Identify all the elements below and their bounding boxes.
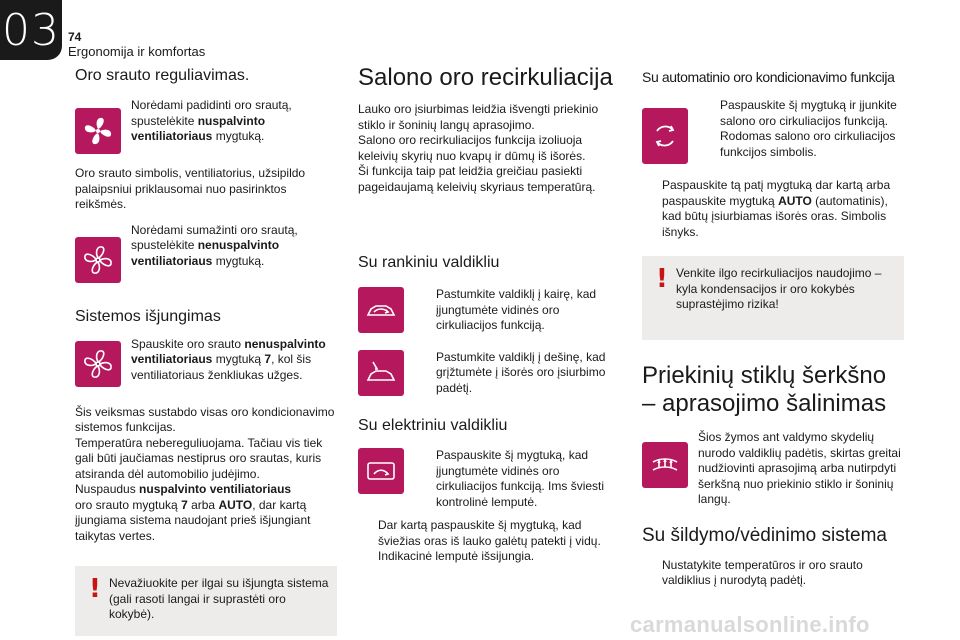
section-heading-system-off: Sistemos išjungimas bbox=[75, 307, 221, 325]
text-part: (automatinis), kad būtų įsiurbiamas išorės oras. Simbolis išnyks. bbox=[662, 193, 888, 239]
bullet-icon bbox=[416, 287, 436, 334]
system-off-para-2: Temperatūra nebereguliuojama. Tačiau vis tiek gali būti jaučiamas nestiprus oro srautas, kuris atsiranda dėl automobilio judėjimo. bbox=[75, 435, 323, 481]
text-part: Spauskite oro srauto bbox=[131, 336, 245, 351]
fan-outline-icon-svg bbox=[81, 347, 115, 381]
warning-icon: ! bbox=[89, 574, 101, 604]
bullet-text: Pastumkite valdiklį į kairę, kad įjungtumėte vidinės oro cirkuliacijos funkciją. bbox=[436, 287, 597, 332]
text-part: , kol šis ventiliatoriaus ženkliukas užges. bbox=[131, 352, 312, 382]
manual-bullet-1 bbox=[416, 287, 620, 334]
bullet-icon bbox=[358, 518, 378, 565]
auto-bullet-1 bbox=[700, 98, 904, 160]
text-part: Norėdami sumažinti oro srautą, spustelėkite bbox=[131, 222, 298, 252]
warning-text: Nevažiuokite per ilgai su išjungta sistema (gali rasoti langai ir suprastėti oro kokybė). bbox=[109, 576, 329, 621]
text-part: mygtuką bbox=[212, 352, 265, 366]
section-heading-recirculation: Salono oro recirkuliacija bbox=[358, 64, 613, 91]
section-title: Ergonomija ir komfortas bbox=[68, 44, 206, 59]
bullet-icon bbox=[642, 178, 662, 240]
airflow-decrease-row bbox=[75, 223, 337, 283]
chapter-tab bbox=[0, 0, 62, 60]
fan-filled-icon bbox=[75, 108, 121, 154]
bullet-text: Dar kartą paspauskite šį mygtuką, kad šviežias oras iš lauko galėtų patekti į vidų. Indikacinė lemputė išsijungia. bbox=[378, 518, 601, 563]
text-part: oro srauto mygtuką bbox=[75, 497, 182, 512]
column-2 bbox=[358, 64, 620, 565]
recirculation-arrows-icon bbox=[642, 108, 688, 164]
text-bold: 7 bbox=[264, 352, 272, 366]
column-3 bbox=[642, 64, 904, 589]
bullet-text bbox=[662, 178, 904, 240]
text-part: arba bbox=[187, 497, 219, 512]
section-heading-heating: Su šildymo/vėdinimo sistema bbox=[642, 524, 887, 546]
system-off-para-3 bbox=[75, 482, 337, 544]
fan-filled-icon-svg bbox=[81, 114, 115, 148]
section-heading-defrost: Priekinių stiklų šerkšno – aprasojimo šalinimas bbox=[642, 362, 887, 417]
text-part: mygtuką. bbox=[212, 129, 265, 143]
text-part: mygtuką. bbox=[212, 253, 265, 268]
auto-row-1 bbox=[642, 98, 904, 164]
section-heading-airflow: Oro srauto reguliavimas. bbox=[75, 67, 250, 84]
car-recirculation-icon-svg bbox=[364, 293, 398, 327]
windshield-defrost-icon-svg bbox=[648, 448, 682, 482]
bullet-text: Nustatykite temperatūros ir oro srauto valdiklius į nurodytą padėtį. bbox=[662, 557, 863, 587]
system-off-row bbox=[75, 337, 337, 387]
system-off-text bbox=[131, 337, 337, 384]
section-heading-electric: Su elektriniu valdikliu bbox=[358, 417, 508, 434]
recirc-intro-2: Salono oro recirkuliacijos funkcija izoliuoja keleivių skyrių nuo kvapų ir dūmų iš išorės. bbox=[358, 133, 586, 163]
bullet-icon bbox=[642, 558, 662, 589]
section-heading-auto-ac: Su automatinio oro kondicionavimo funkcija bbox=[642, 69, 895, 85]
chapter-number: 03 bbox=[2, 4, 60, 56]
windshield-defrost-icon bbox=[642, 442, 688, 488]
text-bold: 7 bbox=[181, 497, 188, 512]
bullet-icon bbox=[416, 350, 436, 397]
warning-box-recirculation bbox=[642, 256, 904, 340]
fan-outline-icon bbox=[75, 237, 121, 283]
car-outside-air-icon-svg bbox=[364, 356, 398, 390]
airflow-increase-text bbox=[131, 98, 337, 145]
car-recirculation-icon bbox=[358, 287, 404, 333]
recirculation-button-icon-svg bbox=[364, 454, 398, 488]
electric-row-1 bbox=[358, 448, 620, 510]
column-1 bbox=[75, 64, 337, 636]
text-part: Paspauskite tą patį mygtuką dar kartą arba paspauskite mygtuką bbox=[662, 178, 891, 208]
warning-text: Venkite ilgo recirkuliacijos naudojimo – kyla kondensacijos ir oro kokybės suprastėjimo rizika! bbox=[676, 266, 882, 311]
bullet-text: Pastumkite valdiklį į dešinę, kad grįžtumėte į išorės oro įsiurbimo padėtį. bbox=[436, 349, 606, 395]
electric-bullet-1 bbox=[416, 448, 620, 510]
defrost-row bbox=[642, 430, 904, 508]
bullet-text: Paspauskite šį mygtuką ir įjunkite salono oro cirkuliacijos funkciją. Rodomas salono oro cirkuliacijos funkcijos simbolis. bbox=[720, 98, 897, 159]
text-bold: nenuspalvinto ventiliatoriaus bbox=[131, 238, 280, 268]
system-off-para-1: Šis veiksmas sustabdo visas oro kondicionavimo sistemos funkcijas. bbox=[75, 404, 335, 434]
text-part: , dar kartą įjungiama sistema naudojant prieš išjungiant taikytas vertes. bbox=[75, 497, 311, 543]
manual-row-1 bbox=[358, 287, 620, 334]
bullet-icon bbox=[700, 98, 720, 160]
text-bold: AUTO bbox=[218, 497, 253, 512]
defrost-text: Šios žymos ant valdymo skydelių nurodo valdiklių padėtis, skirtas greitai nudžiovinti aprasojimą arba nutirpdyti šerkšną nuo priekinio stiklo ir šoninių langų. bbox=[698, 430, 901, 506]
recirc-intro-1: Lauko oro įsiurbimas leidžia išvengti priekinio stiklo ir šoninių langų aprasojimo. bbox=[358, 102, 599, 132]
watermark-footer: carmanualsonline.info bbox=[630, 612, 870, 637]
text-part: Norėdami padidinti oro srautą, spustelėkite bbox=[131, 98, 292, 128]
fan-outline-icon-svg bbox=[81, 243, 115, 277]
fan-outline-icon bbox=[75, 341, 121, 387]
warning-box-system-off bbox=[75, 566, 337, 636]
section-heading-manual: Su rankiniu valdikliu bbox=[358, 254, 500, 271]
airflow-decrease-text bbox=[131, 223, 337, 270]
airflow-increase-row bbox=[75, 98, 337, 154]
text-bold: nuspalvinto ventiliatoriaus bbox=[139, 482, 292, 496]
bullet-icon bbox=[416, 448, 436, 510]
text-bold: AUTO bbox=[778, 193, 812, 208]
electric-bullet-2 bbox=[358, 518, 620, 565]
recirculation-button-icon bbox=[358, 448, 404, 494]
text-part: Nuspaudus bbox=[75, 482, 140, 496]
manual-bullet-2 bbox=[416, 350, 620, 397]
text-bold: nenuspalvinto ventiliatoriaus bbox=[131, 336, 326, 366]
warning-icon: ! bbox=[656, 264, 668, 294]
manual-row-2 bbox=[358, 350, 620, 397]
text-bold: nuspalvinto ventiliatoriaus bbox=[131, 113, 266, 143]
heat-bullet-1 bbox=[642, 558, 904, 589]
airflow-symbol-para: Oro srauto simbolis, ventiliatorius, užsipildo palaipsniui priklausomai nuo pasirinktos reikšmės. bbox=[75, 166, 306, 211]
recirc-intro-3: Ši funkcija taip pat leidžia greičiau pasiekti pageidaujamą keleivių skyriaus temperatūrą. bbox=[358, 164, 596, 194]
bullet-text: Paspauskite šį mygtuką, kad įjungtumėte vidinės oro cirkuliacijos funkciją. Ims šviesti kontrolinė lemputė. bbox=[436, 448, 605, 509]
car-outside-air-icon bbox=[358, 350, 404, 396]
page-number: 74 bbox=[68, 30, 82, 44]
recirculation-arrows-icon-svg bbox=[648, 119, 682, 153]
auto-bullet-2 bbox=[642, 178, 904, 240]
